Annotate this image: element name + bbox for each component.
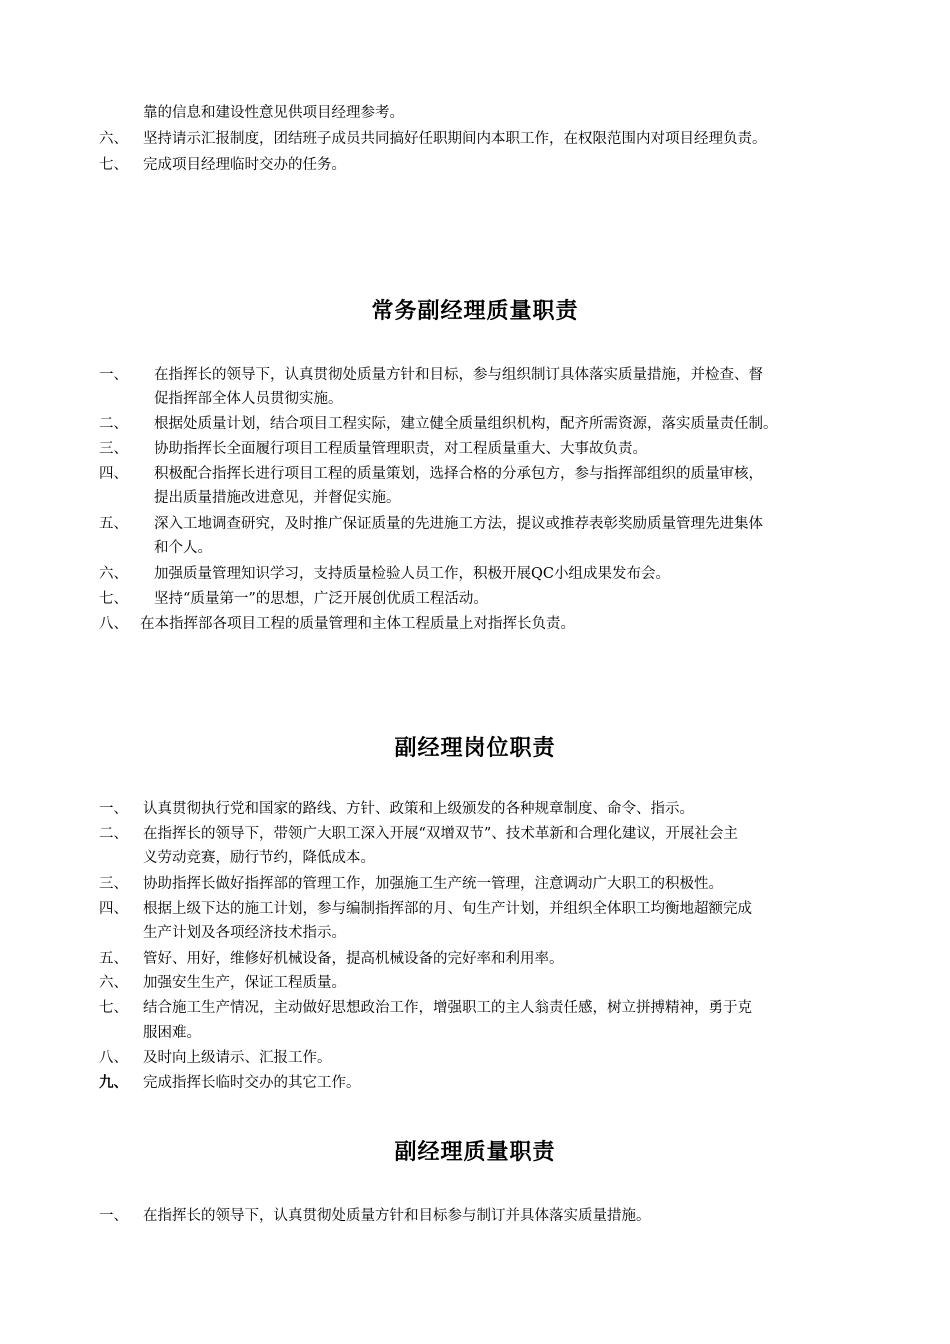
item-text: 根据上级下达的施工计划，参与编制指挥部的月、旬生产计划，并组织全体职工均衡地超额完成 — [143, 901, 752, 917]
item-number: 五、 — [99, 951, 128, 967]
item-text: 管好、用好，维修好机械设备，提高机械设备的完好率和利用率。 — [143, 951, 564, 967]
item-text: 加强质量管理知识学习，支持质量检验人员工作，积极开展QC小组成果发布会。 — [154, 566, 670, 582]
item-number: 二、 — [99, 416, 128, 432]
item-text: 完成指挥长临时交办的其它工作。 — [143, 1075, 361, 1091]
item-text-continuation: 促指挥部全体人员贯彻实施。 — [154, 391, 343, 407]
item-number: 一、 — [99, 1208, 128, 1224]
item-number: 七、 — [99, 591, 128, 607]
item-text: 认真贯彻执行党和国家的路线、方针、政策和上级颁发的各种规章制度、命令、指示。 — [143, 801, 694, 817]
item-text: 在本指挥部各项目工程的质量管理和主体工程质量上对指挥长负责。 — [140, 616, 575, 632]
item-number: 七、 — [99, 157, 128, 173]
item-number: 六、 — [99, 566, 128, 582]
item-text: 坚持“质量第一”的思想，广泛开展创优质工程活动。 — [154, 591, 488, 607]
item-number: 八、 — [99, 616, 128, 632]
item-text-continuation: 服困难。 — [143, 1025, 201, 1041]
item-number: 七、 — [99, 1000, 128, 1016]
section-title: 副经理岗位职责 — [394, 735, 556, 761]
item-text: 在指挥长的领导下，认真贯彻处质量方针和目标参与制订并具体落实质量措施。 — [143, 1208, 651, 1224]
item-text-continuation: 义劳动竞赛，励行节约，降低成本。 — [143, 850, 375, 866]
item-number: 九、 — [99, 1074, 128, 1091]
item-text-continuation: 生产计划及各项经济技术指示。 — [143, 925, 346, 941]
item-text: 积极配合指挥长进行项目工程的质量策划，选择合格的分承包方，参与指挥部组织的质量审核， — [154, 466, 763, 482]
item-number: 三、 — [99, 441, 128, 457]
item-number: 一、 — [99, 367, 128, 383]
item-text: 根据处质量计划，结合项目工程实际，建立健全质量组织机构，配齐所需资源，落实质量责任制。 — [154, 416, 778, 432]
item-number: 三、 — [99, 876, 128, 892]
item-text-continuation: 提出质量措施改进意见，并督促实施。 — [154, 490, 401, 506]
section-title: 常务副经理质量职责 — [371, 298, 579, 324]
item-text: 协助指挥长全面履行项目工程质量管理职责，对工程质量重大、大事故负责。 — [154, 441, 647, 457]
item-text: 在指挥长的领导下，带领广大职工深入开展“双增双节”、技术革新和合理化建议，开展社会主 — [143, 826, 738, 842]
item-text: 在指挥长的领导下，认真贯彻处质量方针和目标，参与组织制订具体落实质量措施，并检查、督 — [154, 367, 763, 383]
item-number: 五、 — [99, 516, 128, 532]
item-number: 六、 — [99, 975, 128, 991]
item-text: 完成项目经理临时交办的任务。 — [143, 157, 346, 173]
item-text: 及时向上级请示、汇报工作。 — [143, 1050, 332, 1066]
item-number: 八、 — [99, 1050, 128, 1066]
item-text-continuation: 和个人。 — [154, 540, 212, 556]
item-number: 四、 — [99, 466, 128, 482]
item-number: 六、 — [99, 131, 128, 147]
item-text: 协助指挥长做好指挥部的管理工作，加强施工生产统一管理，注意调动广大职工的积极性。 — [143, 876, 723, 892]
item-text: 加强安生生产，保证工程质量。 — [143, 975, 346, 991]
item-text: 结合施工生产情况，主动做好思想政治工作，增强职工的主人翁责任感，树立拼搏精神，勇于克 — [143, 1000, 752, 1016]
intro-continuation-text: 靠的信息和建设性意见供项目经理参考。 — [143, 105, 404, 121]
item-text: 深入工地调查研究，及时推广保证质量的先进施工方法，提议或推荐表彰奖励质量管理先进集体 — [154, 516, 763, 532]
item-number: 一、 — [99, 801, 128, 817]
item-text: 坚持请示汇报制度，团结班子成员共同搞好任职期间内本职工作，在权限范围内对项目经理负责。 — [143, 131, 767, 147]
item-number: 二、 — [99, 826, 128, 842]
item-number: 四、 — [99, 901, 128, 917]
section-title: 副经理质量职责 — [394, 1139, 556, 1165]
